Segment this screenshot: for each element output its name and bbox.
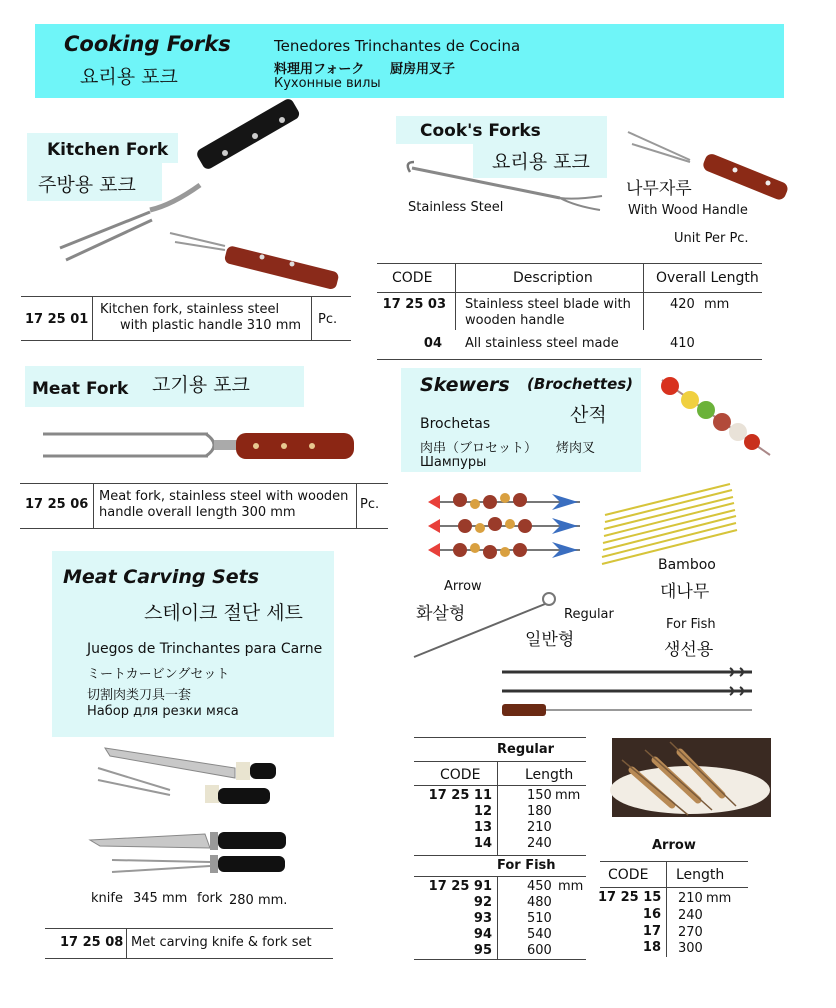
arrow-row-code: 17 25 15: [598, 890, 662, 905]
regular-label-ko: 일반형: [525, 630, 575, 650]
cooks-row-length: 420: [670, 297, 695, 312]
cooks-forks-title-ko: 요리용 포크: [492, 151, 590, 173]
regular-row-length: 240: [527, 836, 552, 851]
fish-row-code: 17 25 91: [428, 879, 492, 894]
regular-row-code: 13: [473, 820, 492, 835]
arrow-row-unit: mm: [706, 891, 732, 906]
arrow-label-ko: 화살형: [416, 604, 466, 624]
skewers-title-ko: 산적: [570, 404, 607, 426]
fish-row-unit: mm: [558, 879, 584, 894]
carving-sets-title-zh: 切割肉类刀具一套: [87, 688, 192, 703]
cooks-forks-title: Cook's Forks: [420, 121, 541, 141]
regular-label: Regular: [564, 607, 614, 622]
skewers-title: Skewers: [420, 374, 510, 396]
carving-desc: Met carving knife & fork set: [131, 935, 312, 950]
cooks-row-unit: mm: [704, 297, 730, 312]
cooks-row-desc: All stainless steel made: [465, 336, 619, 351]
arrow-header-length: Length: [676, 867, 725, 883]
kitchen-fork-code: 17 25 01: [25, 312, 89, 327]
fish-row-length: 450: [527, 879, 552, 894]
wood-handle-label: With Wood Handle: [628, 203, 748, 218]
fish-table-title: For Fish: [497, 858, 556, 873]
carving-sets-title-ko: 스테이크 절단 세트: [144, 602, 303, 624]
kitchen-fork-title-ko: 주방용 포크: [38, 174, 136, 196]
fish-row-code: 92: [473, 895, 492, 910]
fish-row-length: 480: [527, 895, 552, 910]
regular-table-title: Regular: [497, 742, 555, 757]
meat-fork-title-ko: 고기용 포크: [152, 374, 250, 396]
arrow-header-code: CODE: [608, 867, 649, 883]
fish-row-length: 540: [527, 927, 552, 942]
fish-label-ko: 생선용: [664, 640, 714, 660]
skewers-title-ru: Шампуры: [420, 455, 487, 470]
cooks-row-code: 17 25 03: [382, 297, 446, 312]
page-title-ko: 요리용 포크: [80, 66, 178, 88]
regular-header-length: Length: [525, 767, 574, 783]
cooks-table-header-length: Overall Length: [656, 270, 759, 286]
fish-label: For Fish: [666, 617, 716, 632]
skewers-title-fr: (Brochettes): [527, 375, 634, 393]
kitchen-fork-title: Kitchen Fork: [47, 140, 169, 160]
meat-fork-desc-2: handle overall length 300 mm: [99, 505, 296, 520]
arrow-row-length: 270: [678, 925, 703, 940]
wood-handle-label-ko: 나무자루: [626, 179, 692, 199]
page-title: Cooking Forks: [64, 32, 231, 56]
arrow-row-code: 18: [642, 940, 661, 955]
regular-row-unit: mm: [555, 788, 581, 803]
fish-row-code: 93: [473, 911, 492, 926]
cooks-table-header-desc: Description: [513, 270, 593, 286]
fish-row-length: 510: [527, 911, 552, 926]
page-title-ja: 料理用フォーク: [274, 62, 365, 77]
cooks-table-header-code: CODE: [392, 270, 433, 286]
fork-size-value: 280 mm.: [229, 893, 288, 908]
knife-size-label: knife: [91, 891, 123, 906]
bamboo-label: Bamboo: [658, 557, 716, 573]
arrow-row-length: 300: [678, 941, 703, 956]
fish-row-length: 600: [527, 943, 552, 958]
kitchen-fork-desc-1: Kitchen fork, stainless steel: [100, 302, 280, 317]
meat-fork-title: Meat Fork: [32, 379, 129, 399]
cooks-row-desc: Stainless steel blade with: [465, 297, 631, 312]
arrow-label: Arrow: [444, 579, 482, 594]
regular-row-length: 210: [527, 820, 552, 835]
meat-fork-code: 17 25 06: [25, 497, 89, 512]
carving-sets-title-ru: Набор для резки мяса: [87, 704, 239, 719]
skewers-title-es: Brochetas: [420, 416, 491, 432]
cooks-row-code: 04: [423, 336, 442, 351]
bamboo-label-ko: 대나무: [660, 582, 710, 602]
regular-row-length: 180: [527, 804, 552, 819]
skewers-title-zh: 烤肉叉: [556, 441, 596, 456]
kitchen-fork-desc-2: with plastic handle 310 mm: [120, 318, 302, 333]
carving-set-lower-image: [0, 0, 1, 1]
carving-sets-title: Meat Carving Sets: [63, 566, 260, 588]
cooks-row-length: 410: [670, 336, 695, 351]
cooks-row-desc: wooden handle: [465, 313, 565, 328]
page-title-zh: 厨房用叉子: [390, 62, 456, 77]
knife-size-value: 345 mm: [133, 891, 188, 906]
arrow-row-code: 17: [642, 924, 661, 939]
carving-sets-title-es: Juegos de Trinchantes para Carne: [87, 641, 323, 657]
meat-fork-desc-1: Meat fork, stainless steel with wooden: [99, 489, 349, 504]
regular-row-code: 12: [473, 804, 492, 819]
fish-row-code: 94: [473, 927, 492, 942]
carving-code: 17 25 08: [60, 935, 124, 950]
skewers-title-ja: 肉串（ブロセット）: [420, 441, 538, 456]
page-title-es: Tenedores Trinchantes de Cocina: [274, 37, 521, 55]
carving-sets-title-ja: ミートカービングセット: [87, 667, 230, 682]
unit-per-pc-note: Unit Per Pc.: [674, 231, 749, 246]
page-title-ru: Кухонные вилы: [274, 76, 381, 91]
regular-header-code: CODE: [440, 767, 481, 783]
kitchen-fork-unit: Pc.: [318, 312, 338, 327]
meat-fork-unit: Pc.: [360, 497, 380, 512]
arrow-row-length: 210: [678, 891, 703, 906]
regular-row-length: 150: [527, 788, 552, 803]
arrow-row-length: 240: [678, 908, 703, 923]
stainless-steel-label: Stainless Steel: [408, 200, 504, 215]
fish-row-code: 95: [473, 943, 492, 958]
arrow-row-code: 16: [642, 907, 661, 922]
regular-row-code: 14: [473, 836, 492, 851]
arrow-table-title: Arrow: [652, 838, 696, 853]
fork-size-label: fork: [197, 891, 223, 906]
regular-row-code: 17 25 11: [428, 788, 492, 803]
